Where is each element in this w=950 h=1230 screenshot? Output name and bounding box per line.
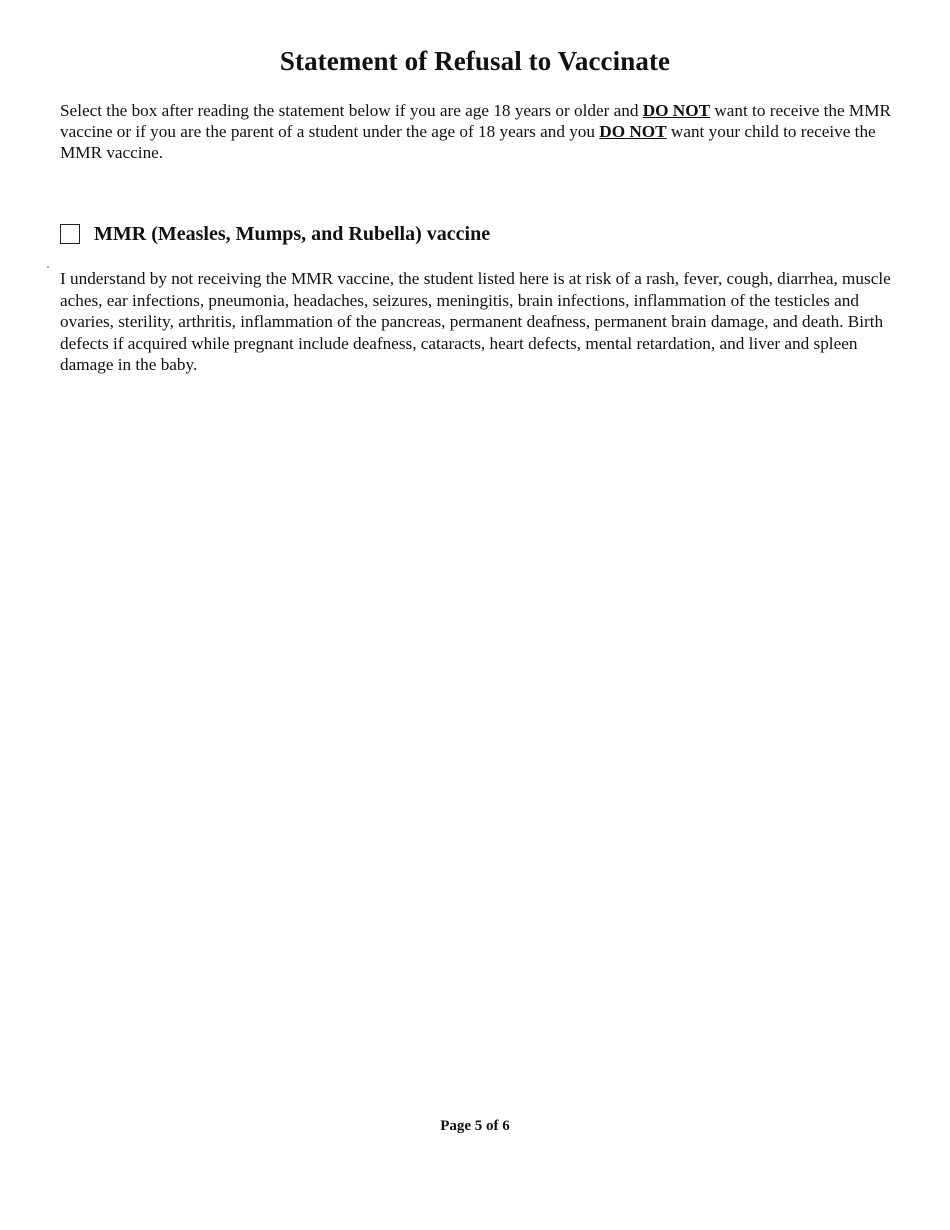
page-number: Page 5 of 6 <box>440 1118 510 1134</box>
do-not-emphasis-1: DO NOT <box>642 101 711 120</box>
mmr-option-label: MMR (Measles, Mumps, and Rubella) vaccine <box>94 222 491 245</box>
stray-dot-mark <box>47 266 49 268</box>
page-title: Statement of Refusal to Vaccinate <box>279 46 671 76</box>
intro-text-1: Select the box after reading the statement below if you are age 18 years or older and <box>60 101 643 120</box>
mmr-option-row <box>60 220 490 248</box>
intro-paragraph <box>60 100 892 163</box>
mmr-refusal-checkbox[interactable] <box>60 224 80 244</box>
risk-statement: I understand by not receiving the MMR vaccine, the student listed here is at risk of a rash, fever, cough, diarrhea, muscle aches, ear infections, pneumonia, headaches, seizures, meningitis, brain infections, inflammation of the testicles and ovaries, sterility, arthritis, inflammation of the pancreas, permanent deafness, permanent brain damage, and death. Birth defects if acquired while pregnant include deafness, cataracts, heart defects, mental retardation, and liver and spleen damage in the baby. <box>60 269 891 374</box>
intro-text-3: want your child to receive the MMR vaccine. <box>60 122 876 162</box>
do-not-emphasis-2: DO NOT <box>599 122 667 141</box>
intro-text-2: want to receive the MMR vaccine or if you are the parent of a student under the age of 18 years and you <box>60 101 891 141</box>
